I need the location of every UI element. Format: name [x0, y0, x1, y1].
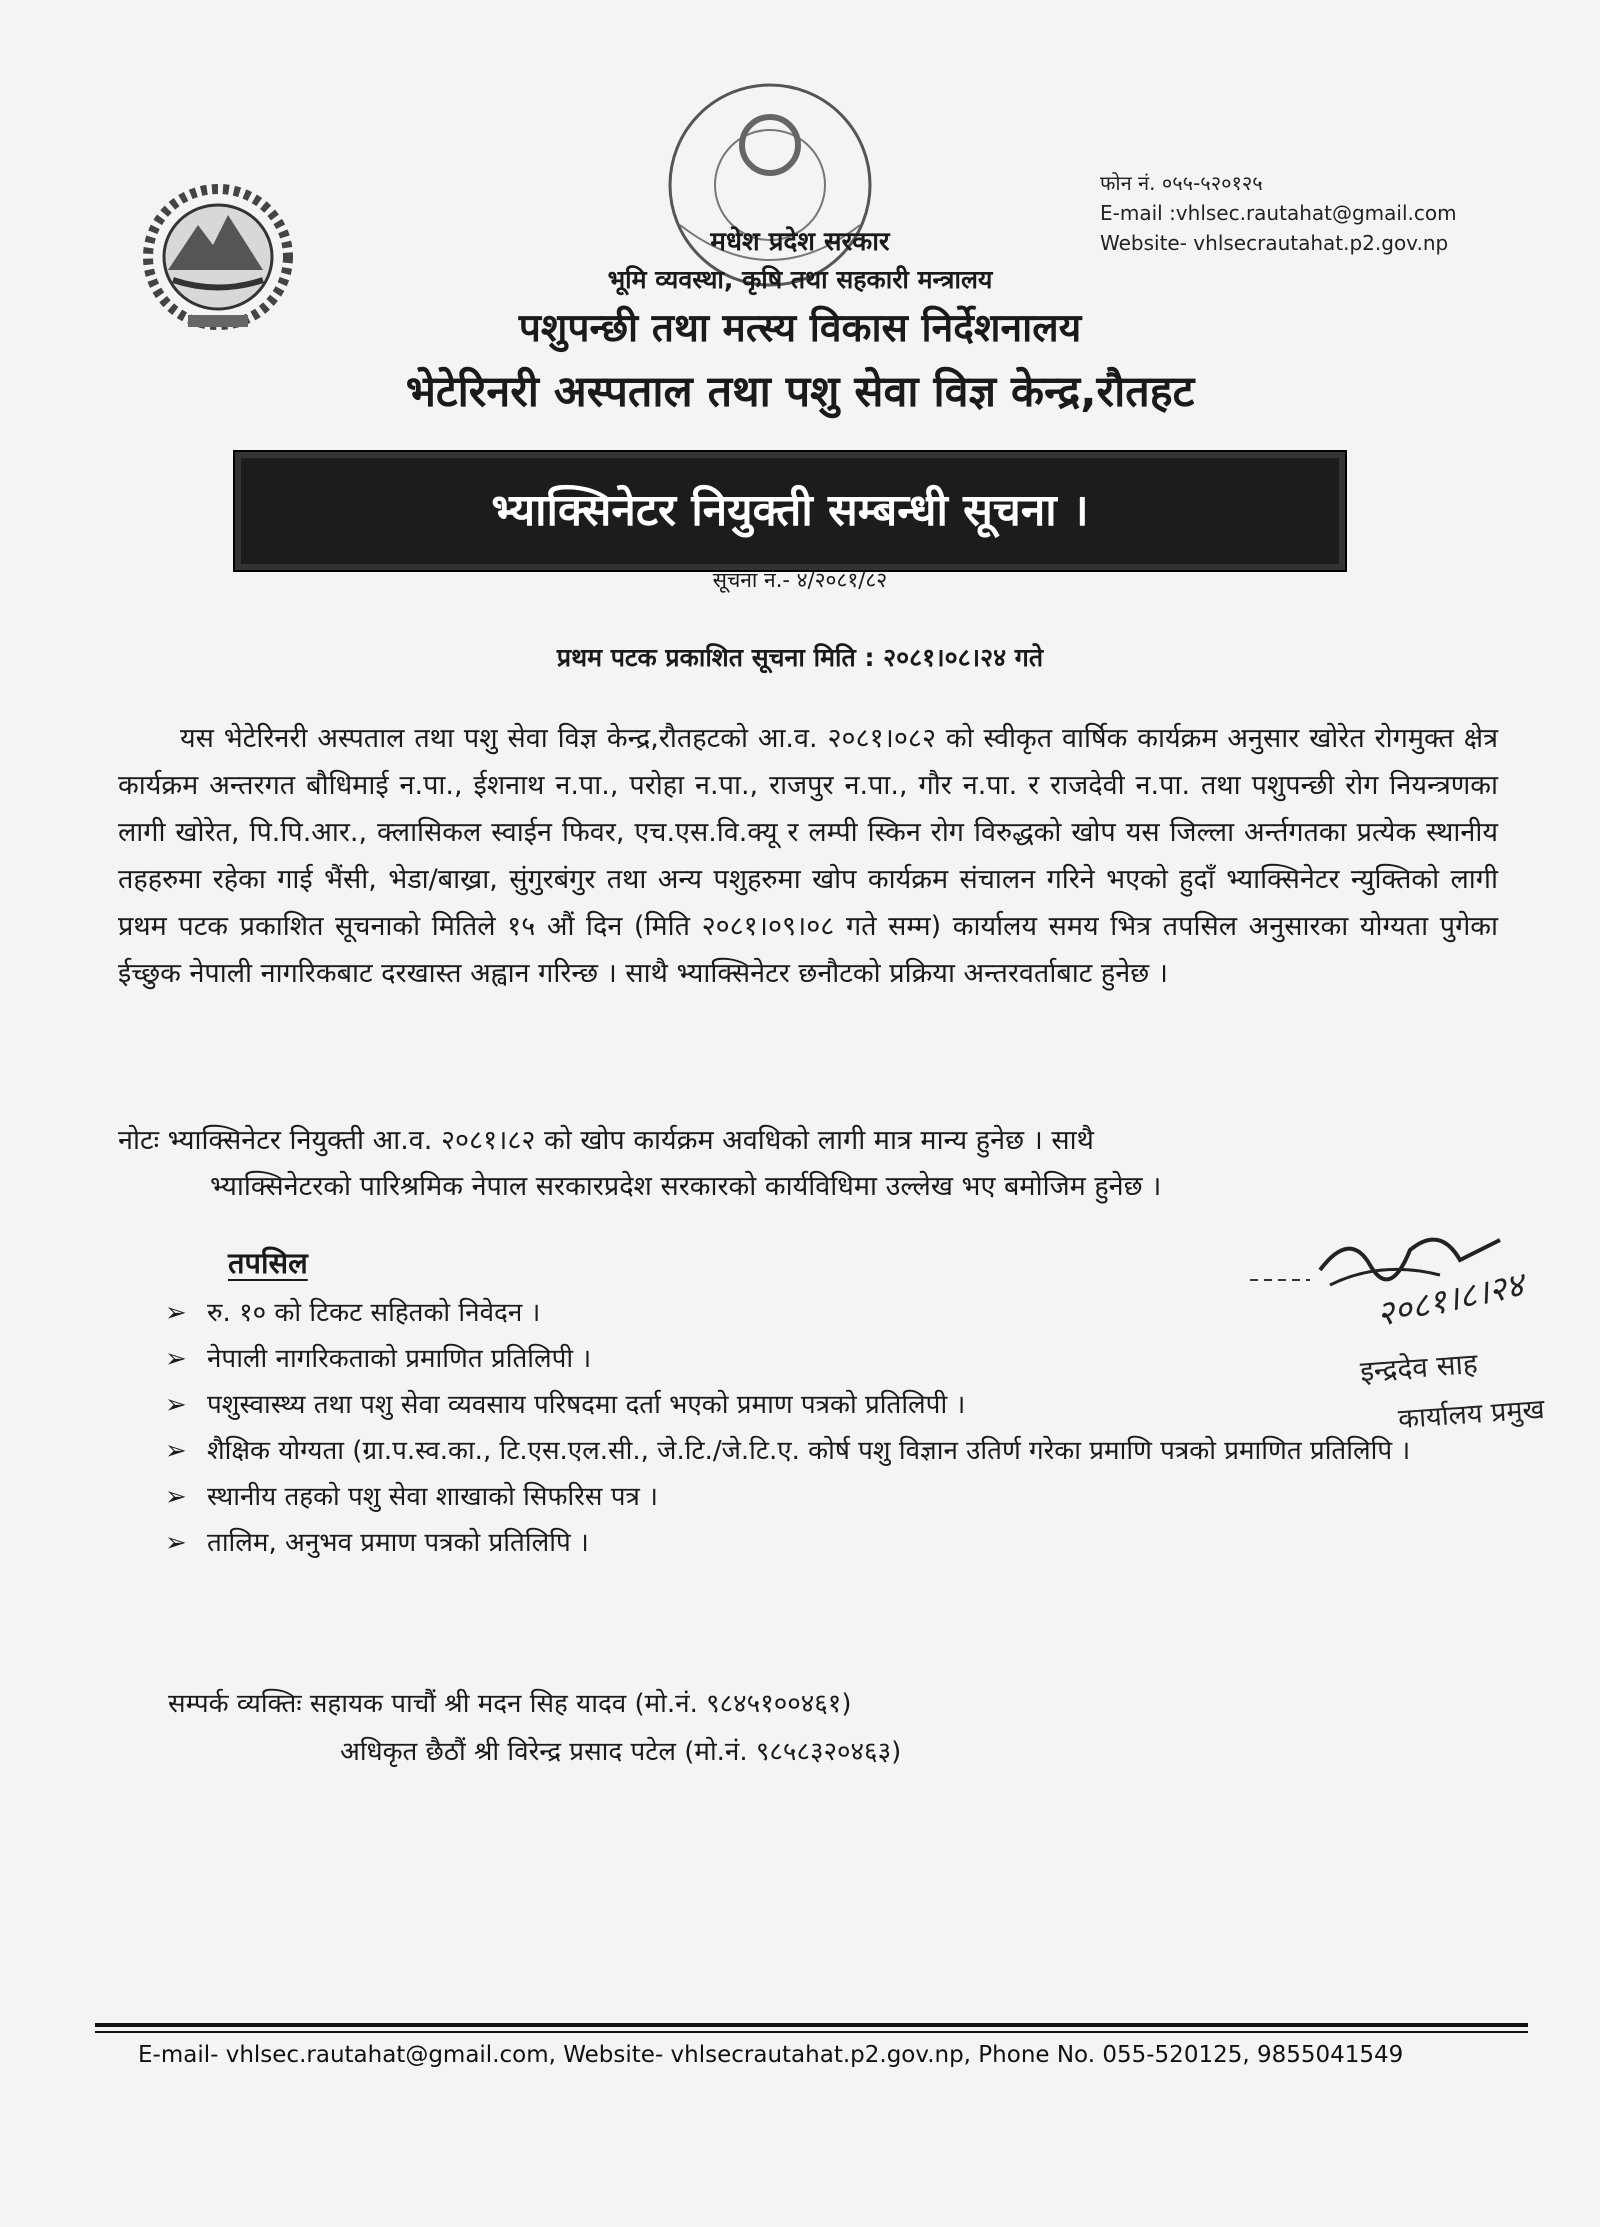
list-item: ➢ पशुस्वास्थ्य तथा पशु सेवा व्यवसाय परिषदमा दर्ता भएको प्रमाण पत्रको प्रतिलिपी ।	[165, 1382, 1525, 1428]
signatory-title: कार्यालय प्रमुख	[1397, 1393, 1546, 1436]
website-address: Website- vhlsecrautahat.p2.gov.np	[1100, 231, 1449, 255]
list-item: ➢ शैक्षिक योग्यता (ग्रा.प.स्व.का., टि.एस.एल.सी., जे.टि./जे.टि.ए. कोर्ष पशु विज्ञान उतिर्ण गरेका प्रमाणि पत्रको प्रमाणित प्रतिलिपि ।	[165, 1428, 1525, 1474]
note-block	[118, 1118, 1498, 1210]
directorate-name: पशुपन्छी तथा मत्स्य विकास निर्देशनालय	[518, 306, 1082, 351]
signatory-name: इन्द्रदेव साह	[1359, 1346, 1479, 1389]
note-line-2: भ्याक्सिनेटरको पारिश्रमिक नेपाल सरकारप्रदेश सरकारको कार्यविधिमा उल्लेख भए बमोजिम हुनेछ ।	[210, 1171, 1162, 1202]
ministry-name: भूमि व्यवस्था, कृषि तथा सहकारी मन्त्रालय	[607, 265, 993, 294]
arrow-bullet-icon: ➢	[165, 1298, 187, 1328]
notice-body	[118, 715, 1498, 997]
notice-banner	[233, 450, 1347, 572]
contact-person-2: अधिकृत छैठौं श्री विरेन्द्र प्रसाद पटेल (मो.नं. ९८५८३२०४६३)	[340, 1737, 902, 1767]
notice-number: सूचना नं.- ४/२०८१/८२	[712, 568, 888, 592]
arrow-bullet-icon: ➢	[165, 1390, 187, 1420]
office-name: भेटेरिनरी अस्पताल तथा पशु सेवा विज्ञ केन्द्र,रौतहट	[405, 367, 1195, 417]
footer-divider	[95, 2023, 1528, 2027]
note-line-1: नोटः भ्याक्सिनेटर नियुक्ती आ.व. २०८१।८२ को खोप कार्यक्रम अवधिको लागी मात्र मान्य हुनेछ । साथै	[118, 1125, 1094, 1156]
email-address: E-mail :vhlsec.rautahat@gmail.com	[1100, 201, 1457, 225]
notice-title: भ्याक्सिनेटर नियुक्ती सम्बन्धी सूचना ।	[491, 485, 1089, 536]
arrow-bullet-icon: ➢	[165, 1528, 187, 1558]
contact-block	[1100, 168, 1457, 258]
contact-persons	[168, 1680, 901, 1776]
schedule-title: तपसिल	[228, 1246, 308, 1280]
list-item: ➢ स्थानीय तहको पशु सेवा शाखाको सिफरिस पत्र ।	[165, 1474, 1525, 1520]
footer-contact: E-mail- vhlsec.rautahat@gmail.com, Website- vhlsecrautahat.p2.gov.np, Phone No. 055-520125, 9855041549	[138, 2042, 1404, 2068]
arrow-bullet-icon: ➢	[165, 1482, 187, 1512]
arrow-bullet-icon: ➢	[165, 1436, 187, 1466]
phone-number: फोन नं. ०५५-५२०१२५	[1100, 171, 1263, 195]
first-published-date: प्रथम पटक प्रकाशित सूचना मिति : २०८१।०८।२४ गते	[556, 643, 1044, 672]
arrow-bullet-icon: ➢	[165, 1344, 187, 1374]
contact-person-1: सम्पर्क व्यक्तिः सहायक पाचौं श्री मदन सिह यादव (मो.नं. ९८४५१००४६१)	[168, 1689, 852, 1719]
list-item: ➢ रु. १० को टिकट सहितको निवेदन ।	[165, 1290, 1525, 1336]
government-name: मधेश प्रदेश सरकार	[710, 227, 890, 257]
list-item: ➢ तालिम, अनुभव प्रमाण पत्रको प्रतिलिपि ।	[165, 1520, 1525, 1566]
list-item: ➢ नेपाली नागरिकताको प्रमाणित प्रतिलिपी ।	[165, 1336, 1525, 1382]
footer-divider-thin	[95, 2031, 1528, 2033]
body-paragraph: यस भेटेरिनरी अस्पताल तथा पशु सेवा विज्ञ केन्द्र,रौतहटको आ.व. २०८१।०८२ को स्वीकृत वार्षिक कार्यक्रम अनुसार खोरेत रोगमुक्त क्षेत्र कार्यक्रम अन्तरगत बौधिमाई न.पा., ईशनाथ न.पा., परोहा न.पा., राजपुर न.पा., गौर न.पा. र राजदेवी न.पा. तथा पशुपन्छी रोग नियन्त्रणका लागी खोरेत, पि.पि.आर., क्लासिकल स्वाईन फिवर, एच.एस.वि.क्यू र लम्पी स्किन रोग विरुद्धको खोप यस जिल्ला अर्न्तगतका प्रत्येक स्थानीय तहहरुमा रहेका गाई भैंसी, भेडा/बाख्रा, सुंगुरबंगुर तथा अन्य पशुहरुमा खोप कार्यक्रम संचालन गरिने भएको हुदाँ भ्याक्सिनेटर न्युक्तिको लागी प्रथम पटक प्रकाशित सूचनाको मितिले १५ औं दिन (मिति २०८१।०९।०८ गते सम्म) कार्यालय समय भित्र तपसिल अनुसारका योग्यता पुगेका ईच्छुक नेपाली नागरिकबाट दरखास्त अह्वान गरिन्छ । साथै भ्याक्सिनेटर छनौटको प्रक्रिया अन्तरवर्ताबाट हुनेछ ।	[118, 723, 1498, 989]
signature-date: २०८१।८।२४	[1372, 1264, 1528, 1336]
